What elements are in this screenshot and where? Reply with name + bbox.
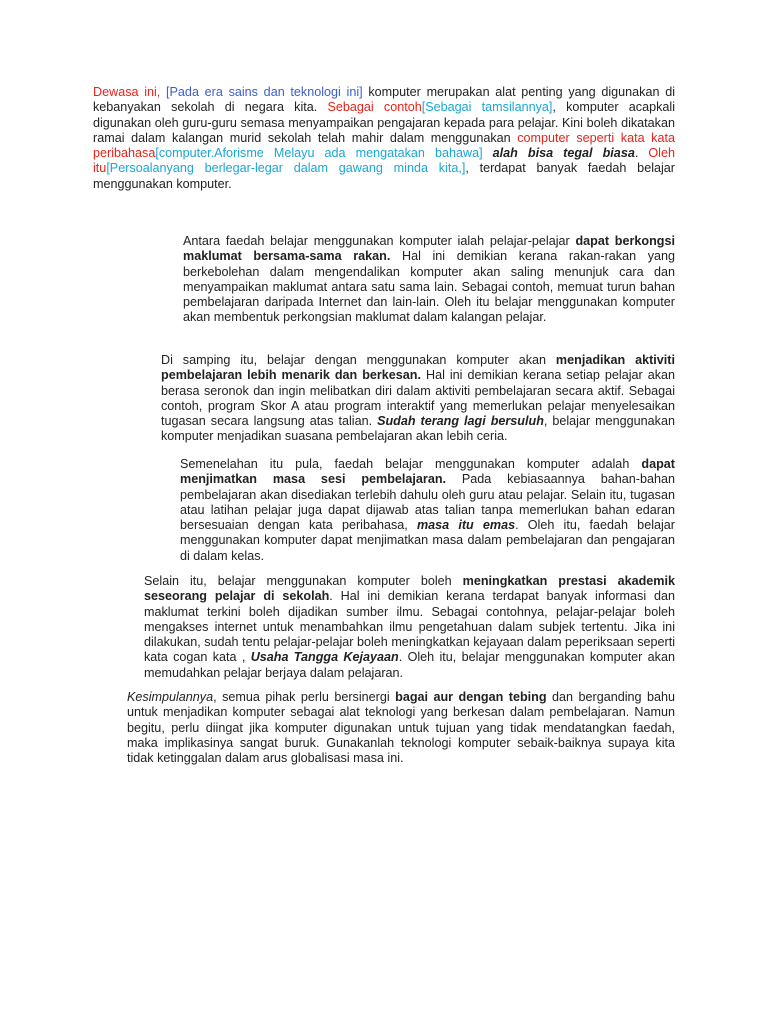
text-cyan: [computer.Aforisme Melayu ada mengatakan bahawa] [155,146,483,161]
text-body: Antara faedah belajar menggunakan komputer ialah pelajar-pelajar [183,234,576,248]
text-body: , terdapat banyak faedah belajar menggunakan komputer. [93,161,675,191]
text-blue: [Pada era sains dan teknologi ini] [166,85,363,99]
text-bold-italic: Usaha Tangga Kejayaan [250,650,399,665]
text-body: . Oleh itu, faedah belajar menggunakan komputer dapat menjimatkan masa dalam pembelajaran dan pengajaran di dalam kelas. [180,518,675,563]
text-red: computer seperti kata kata peribahasa [93,130,675,161]
text-bold-italic: alah bisa tegal biasa [482,146,635,161]
text-bold: dapat berkongsi maklumat bersama-sama rakan. [183,234,675,264]
text-body: , belajar menggunakan komputer menjadikan suasana pembelajaran akan lebih ceria. [161,414,675,444]
paragraph-2 [93,234,675,326]
text-body: . [634,146,649,161]
text-body: . Oleh itu, belajar menggunakan komputer akan memudahkan pelajar berjaya dalam pelajaran. [144,650,675,680]
text-body: , semua pihak perlu bersinergi [213,690,396,704]
text-bold: bagai aur dengan tebing [395,690,547,704]
text-body: Di samping itu, belajar dengan menggunakan komputer akan [161,353,556,367]
text-red: Oleh itu [93,146,675,176]
text-body: , komputer acapkali digunakan oleh guru-guru semasa menyampaikan pengajaran kepada para pelajar. Kini boleh dikatakan ramai dalam kalangan murid sekolah telah mahir dalam menggunakan [93,100,676,145]
text-body: Selain itu, belajar menggunakan komputer boleh [144,574,463,588]
paragraph-conclusion [93,690,675,766]
paragraph-4 [93,457,675,564]
text-body: . Hal ini demikian kerana terdapat banyak informasi dan maklumat terkini boleh dijadikan sumber ilmu. Sebagai contohnya, pelajar-pelajar boleh mengakses internet untuk menambahkan ilmu pengetahuan dalam subjek tertentu. Jika ini dilakukan, sudah tentu pelajar-pelajar boleh meningkatkan kejayaan dalam peperiksaan seperti kata cogan kata , [144,589,675,665]
text-body: Pada kebiasaannya bahan-bahan pembelajaran akan disediakan terlebih dahulu oleh guru atau pelajar. Selain itu, tugasan atau latihan pelajar juga dapat dijawab atas talian tanpa memerlukan bahan edaran bersesuaian dengan kata peribahasa, [180,472,675,533]
paragraph-intro [93,85,675,192]
text-body: dan berganding bahu untuk menjadikan komputer sebagai alat teknologi yang berkesan dalam pembelajaran. Namun begitu, perlu diingat jika komputer digunakan untuk tujuan yang tidak mendatangkan faedah, maka implikasinya sangat buruk. Gunakanlah teknologi komputer sebaik-baiknya supaya kita tidak ketinggalan dalam arus globalisasi masa ini. [127,690,675,766]
paragraph-3 [93,353,675,445]
text-bold-italic: masa itu emas [416,518,516,533]
text-cyan: [Sebagai tamsilannya] [421,100,553,115]
text-italic: Kesimpulannya [127,690,214,704]
text-body: Hal ini demikian kerana rakan-rakan yang berkebolehan dalam mengendalikan komputer akan saling menunjuk cara dan menyampaikan maklumat antara satu sama lain. Sebagai contoh, memuat turun bahan pembelajaran daripada Internet dan lain-lain. Oleh itu belajar menggunakan komputer akan membentuk perkongsian maklumat dalam kalangan pelajar. [183,249,676,325]
text-red: Sebagai contoh [327,100,422,115]
text-body: komputer merupakan alat penting yang digunakan di kebanyakan sekolah di negara kita. [93,85,675,115]
text-bold: meningkatkan prestasi akademik seseorang pelajar di sekolah [144,574,675,604]
text-bold: dapat menjimatkan masa sesi pembelajaran. [180,457,675,487]
text-red: Dewasa ini, [93,85,167,99]
text-body: Semenelahan itu pula, faedah belajar menggunakan komputer adalah [180,457,642,471]
text-bold: menjadikan aktiviti pembelajaran lebih menarik dan berkesan. [161,353,676,383]
text-body: Hal ini demikian kerana setiap pelajar akan berasa seronok dan ingin melibatkan diri dalam aktiviti pembelajaran secara aktif. Sebagai contoh, program Skor A atau program interaktif yang memerlukan pelajar menyelesaikan tugasan secara langsung atas talian. [161,368,676,429]
text-bold-italic: Sudah terang lagi bersuluh [377,414,544,429]
paragraph-5 [93,574,675,681]
text-cyan: [Persoalanyang berlegar-legar dalam gawang minda kita,] [106,161,466,176]
